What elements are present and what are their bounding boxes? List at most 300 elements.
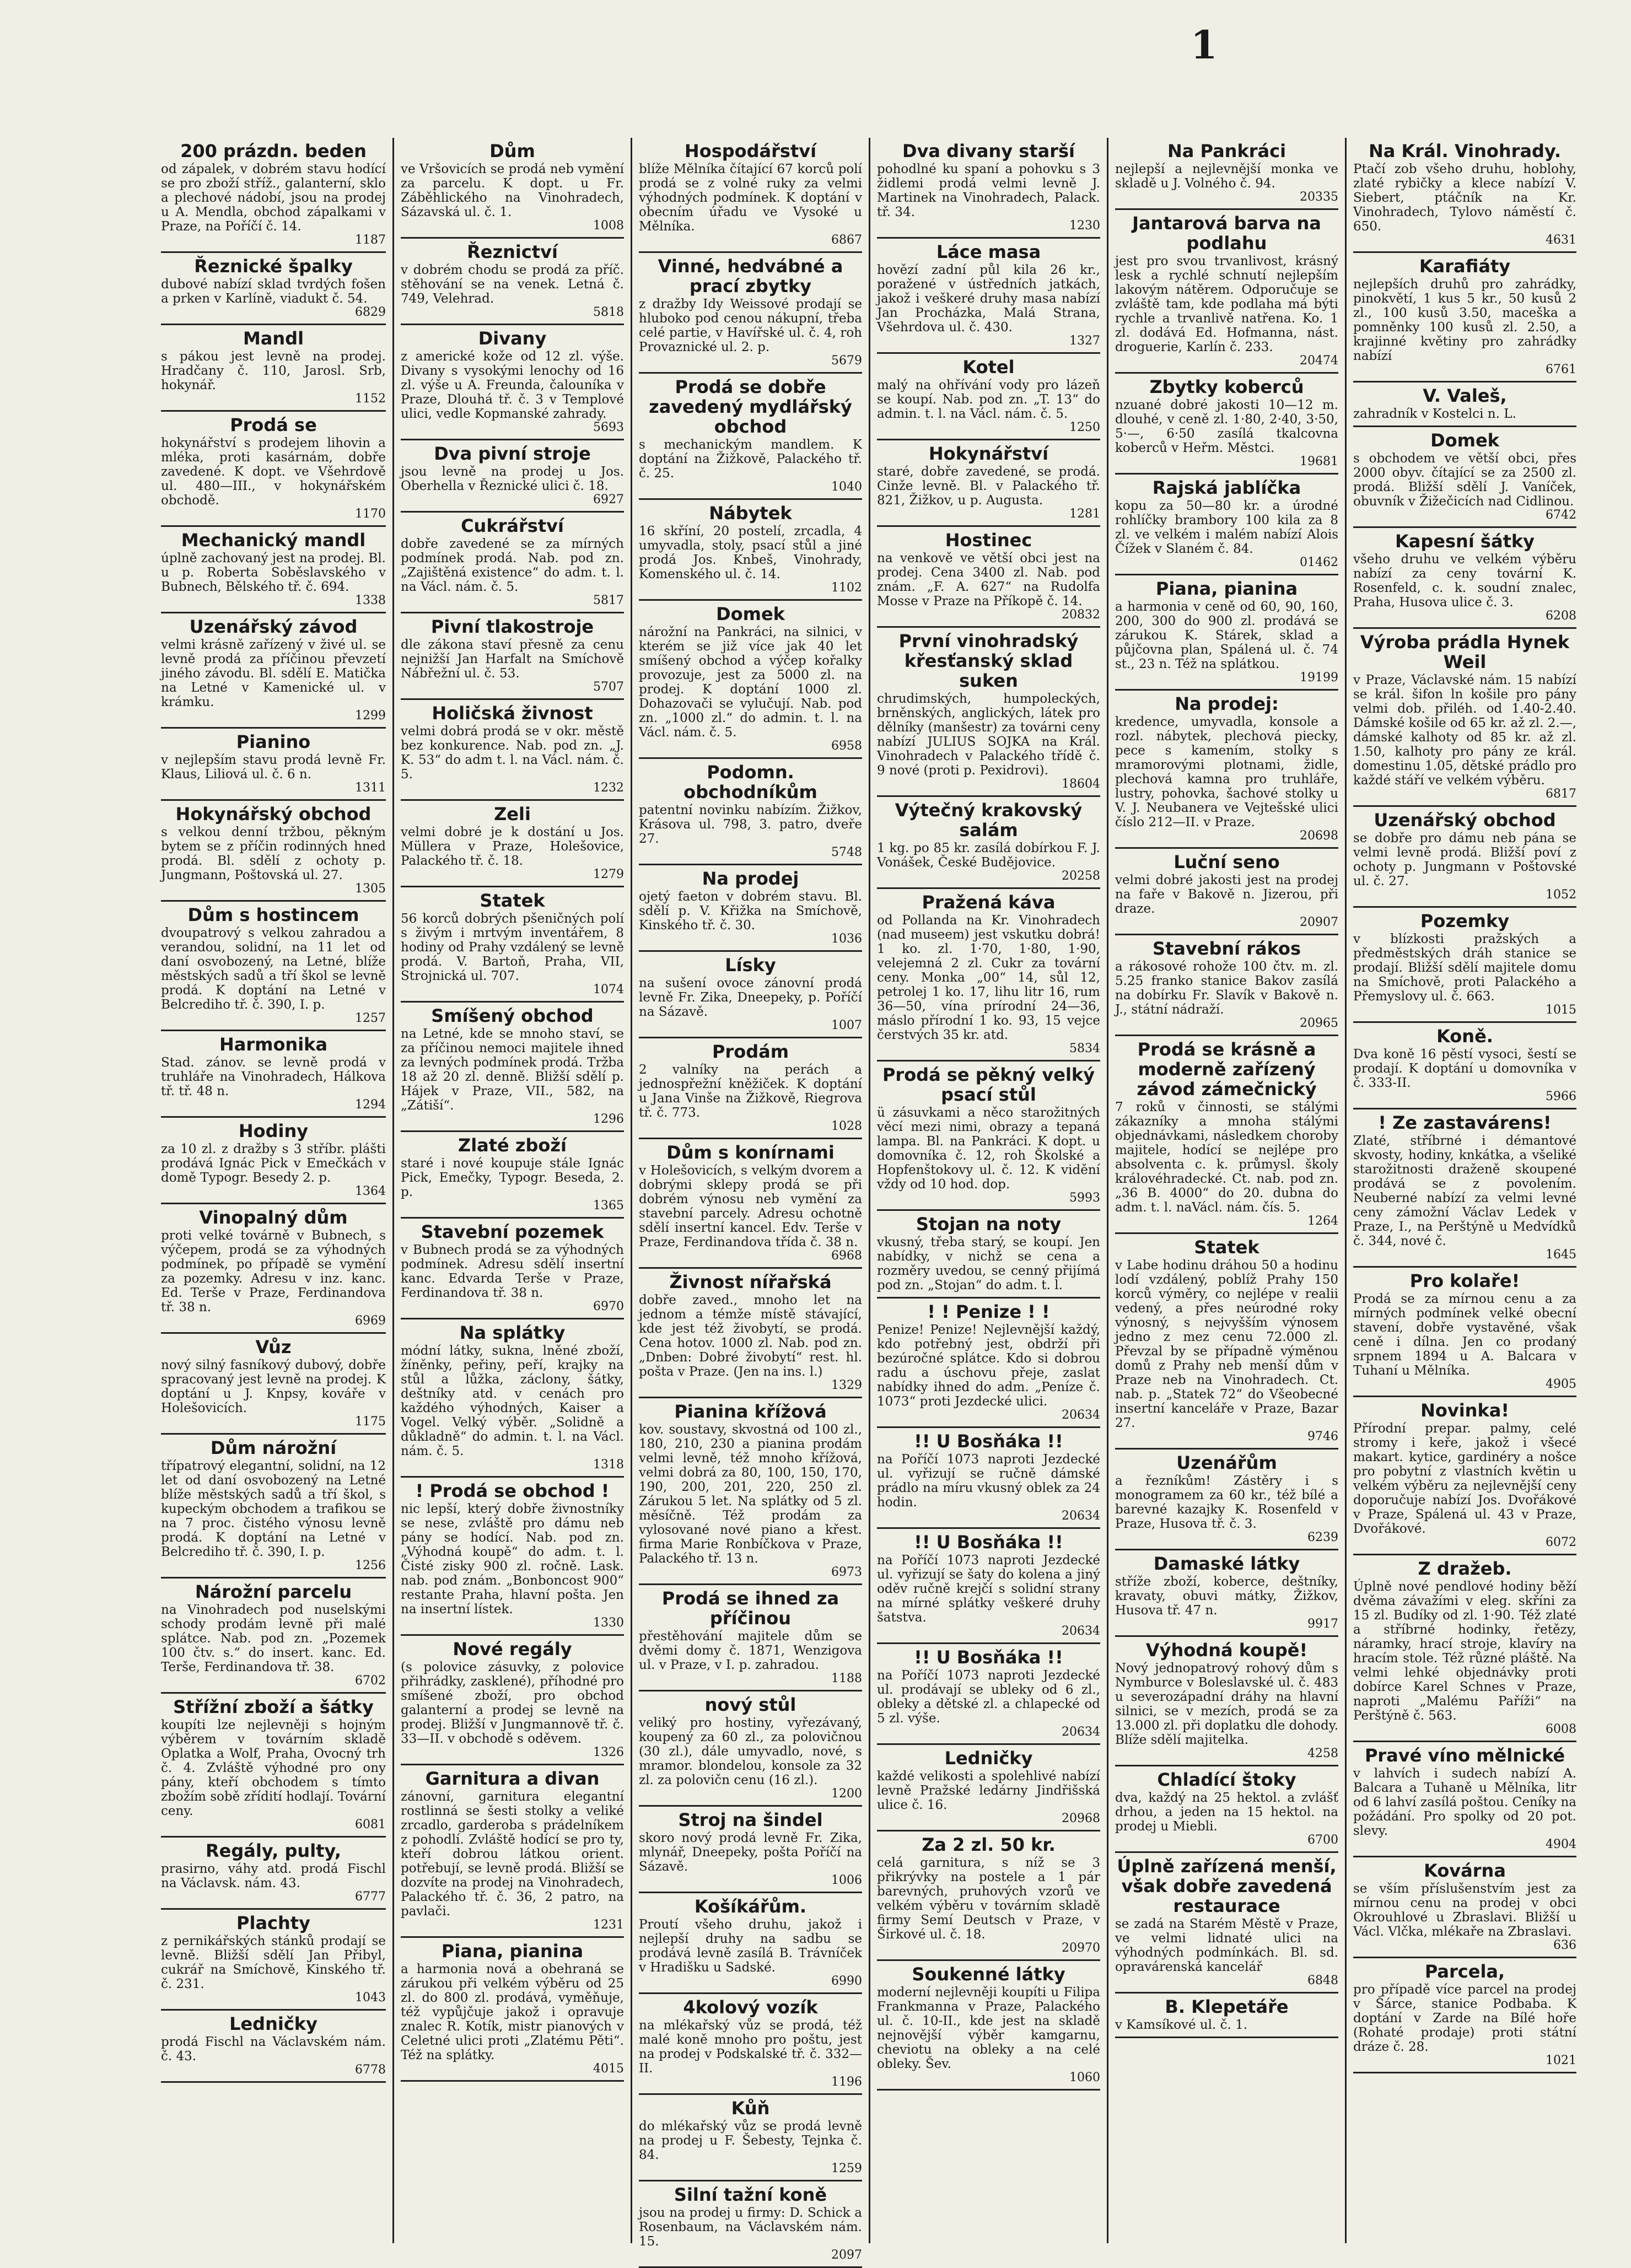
classified-ad — [161, 1694, 386, 1838]
ad-title: Regály, pulty, — [206, 1840, 341, 1861]
ad-number: 1028 — [831, 1119, 862, 1133]
ad-number: 5818 — [593, 305, 624, 319]
ad-number: 1102 — [831, 581, 862, 595]
classified-ad — [877, 1644, 1100, 1745]
classified-ad — [1353, 1023, 1576, 1109]
ad-body: Stad. zánov. se levně prodá v truhláře na Vinohradech, Hálkova tř. tř. 48 n. — [161, 1055, 386, 1098]
ad-title: Uzenářům — [1176, 1452, 1277, 1473]
ad-title: Parcela, — [1424, 1961, 1505, 1982]
ad-title: Stavební rákos — [1152, 938, 1301, 959]
ad-body: kov. soustavy, skvostná od 100 zl., 180, 210, 230 a pianina prodám velmi levně, též mnoho křížová, velmi dobrá za 80, 100, 150, 170, 190, 200, 201, 220, 250 zl. Zárukou 5 let. Na splátky od 5 zl. měsíčně. Též prodám za vylosované nové piano a křest. firma Marie Ronbíčkova v Praze, Palackého tř. 13 n. — [639, 1423, 862, 1566]
ad-body: pohodlné ku spaní a pohovku s 3 židlemi prodá velmi levně J. Martinek na Vinohradech, Palack. tř. 34. — [877, 162, 1100, 219]
ad-title: ! ! Penize ! ! — [927, 1301, 1050, 1322]
ad-title: Z dražeb. — [1418, 1558, 1512, 1579]
ad-title: Na prodej — [702, 868, 799, 889]
classified-ad — [1353, 1742, 1576, 1857]
ad-title: Na prodej: — [1175, 693, 1279, 714]
ad-number: 636 — [1553, 1938, 1576, 1952]
ad-title: Zbytky koberců — [1149, 376, 1304, 397]
ad-number: 4904 — [1546, 1838, 1576, 1851]
ad-number: 1200 — [831, 1787, 862, 1801]
ad-title: Zeli — [494, 804, 531, 825]
ad-number: 20968 — [1062, 1812, 1100, 1825]
column-1 — [154, 138, 392, 2243]
ad-body: s pákou jest levně na prodej. Hradčany č. 110, Jarosl. Srb, hokynář. — [161, 349, 386, 392]
classified-ad — [1353, 1857, 1576, 1958]
ad-body: úplně zachovaný jest na prodej. Bl. u p. Roberta Soběslavského v Bubnech, Bělského tř. č. 694. — [161, 551, 386, 594]
classified-ad — [1115, 1637, 1338, 1766]
classified-ad — [639, 1585, 862, 1691]
ad-number: 1318 — [593, 1458, 624, 1472]
ad-body: s obchodem ve větší obci, přes 2000 obyv. čítající se za 2500 zl. prodá. Bližší sdělí J. Vaníček, obuvník v Žižečicích nad Cidlinou. — [1353, 451, 1576, 509]
ad-body: se dobře pro dámu neb pána se velmi levně prodá. Bližší poví z ochoty p. Jungmann v Poštovské ul. č. 27. — [1353, 831, 1576, 888]
classified-ad — [1115, 1450, 1338, 1550]
ad-number: 4905 — [1546, 1377, 1576, 1391]
ad-number: 20474 — [1300, 354, 1338, 368]
ad-body: prodá Fischl na Václavském nám. č. 43. — [161, 2035, 386, 2064]
classified-ad — [401, 613, 624, 700]
classified-ad — [161, 1031, 386, 1118]
ad-body: staré, dobře zavedené, se prodá. Cinže levně. Bl. v Palackého tř. 821, Žižkov, u p. Augusta. — [877, 465, 1100, 508]
ad-title: Vinné, hedvábné a prací zbytky — [658, 256, 843, 297]
ad-body: hovězí zadní půl kila 26 kr., poražené v ústředních jatkách, jakož i veškeré druhy masa nabízí Jan Procházka, Malá Strana, Všehrdova ul. č. 430. — [877, 263, 1100, 335]
ad-body: a harmonia v ceně od 60, 90, 160, 200, 300 do 900 zl. prodává se zárukou K. Stárek, sklad a půjčovna plan, Spálená ul. č. 74 st., 23 n. Též na splátkou. — [1115, 600, 1338, 671]
ad-title: Divany — [478, 328, 547, 349]
ad-title: Prodá se dobře zavedený mydlářský obchod — [649, 376, 852, 437]
classified-ad — [1353, 1958, 1576, 2073]
ad-body: 56 korců dobrých pšeničných polí s živým i mrtvým inventářem, 8 hodiny od Prahy vzdálený se levně prodá. V. Bartoň, Praha, VII, Strojnická ul. 707. — [401, 912, 624, 983]
ad-number: 1043 — [355, 1991, 386, 2005]
ad-title: Dva divany starší — [902, 141, 1075, 161]
ad-number: 1311 — [355, 781, 386, 795]
ad-number: 6968 — [831, 1249, 862, 1263]
ad-body: velmi krásně zařízený v živé ul. se levně prodá za příčinou převzetí jiného závodu. Bl. sdělí E. Matička na Letné v Kamenické ul. v krámku. — [161, 638, 386, 709]
ad-body: se vším příslušenstvím jest za mírnou cenu na prodej v obci Okrouhlové u Zbraslavi. Bližší u Václ. Vlčka, mlékaře na Zbraslavi. — [1353, 1882, 1576, 1939]
classified-ad — [639, 138, 862, 253]
classified-ad — [877, 1529, 1100, 1644]
ad-title: Nové regály — [453, 1639, 572, 1660]
ad-title: Prodá se krásně a moderně zařízený závod zámečnický — [1137, 1039, 1317, 1100]
ad-body: hokynářství s prodejem lihovin a mléka, proti kasárnám, dobře zavedené. K dopt. ve Všehrdově ul. 480—III., v hokynářském obchodě. — [161, 436, 386, 508]
classified-ad — [161, 527, 386, 613]
classified-ad — [1115, 1994, 1338, 2038]
ad-title: B. Klepetáře — [1165, 1996, 1289, 2017]
ad-body: nzuané dobré jakosti 10—12 m. dlouhé, v ceně zl. 1·80, 2·40, 3·50, 5·—, 6·50 zasílá tkalcovna koberců v Heřm. Městci. — [1115, 398, 1338, 455]
ad-body: a řezníkům! Zástěry i s monogramem za 60 kr., též bílé a barevné kazajky K. Rosenfeld v Praze, Husova tř. č. 3. — [1115, 1474, 1338, 1531]
ad-number: 20634 — [1062, 1624, 1100, 1638]
ad-title: Pražená káva — [922, 892, 1056, 913]
ad-title: Úplně zařízená menší, však dobře zavedená restaurace — [1117, 1856, 1337, 1916]
ad-body: velmi dobré jakosti jest na prodej na faře v Bakově n. Jizerou, při draze. — [1115, 873, 1338, 916]
classified-ad — [1115, 210, 1338, 374]
ad-number: 20970 — [1062, 1941, 1100, 1955]
classified-ad — [161, 1435, 386, 1579]
ad-title: Cukrářství — [461, 515, 564, 536]
ad-number: 5679 — [831, 354, 862, 368]
ad-number: 1329 — [831, 1378, 862, 1392]
ad-title: !! U Bosňáka !! — [914, 1431, 1063, 1452]
ad-number: 1264 — [1307, 1214, 1338, 1228]
classified-ad — [877, 1428, 1100, 1529]
ad-body: velmi dobré je k dostání u Jos. Müllera v Praze, Holešovice, Palackého tř. č. 18. — [401, 825, 624, 868]
classified-ad — [401, 700, 624, 801]
ad-number: 6848 — [1307, 1974, 1338, 1987]
classified-ad — [1115, 475, 1338, 575]
ad-body: koupíti lze nejlevněji s hojným výběrem v továrním skladě Oplatka a Wolf, Praha, Ovocný trh č. 4. Zvláště výhodné pro ony pány, kteří obchodem s tímto zbožím sobě zřídití hodlají. Tovární ceny. — [161, 1718, 386, 1818]
ad-body: moderní nejlevněji koupíti u Filipa Frankmanna v Praze, Palackého ul. č. 10-II., kde jest na skladě nejnovější výběr kamgarnu, cheviotu na obleky a na celé obleky. Šev. — [877, 1985, 1100, 2071]
ad-title: Rajská jablíčka — [1152, 477, 1301, 498]
ad-title: Prodám — [712, 1041, 789, 1062]
ad-body: chrudimských, humpoleckých, brněnských, anglických, látek pro dělníky (manšestr) za továrni ceny nabízí JULIUS SOJKA na Král. Vinohradech v Palackého třídě č. 9 nové (proti p. Pexidrovi). — [877, 692, 1100, 778]
ad-body: v Kamsíkové ul. č. 1. — [1115, 2018, 1248, 2032]
ad-title: Pianina křížová — [674, 1401, 827, 1422]
ad-body: za 10 zl. z dražby s 3 stříbr. plášti prodává Ignác Pick v Emečkách v domě Typogr. Besedy 2. p. — [161, 1142, 386, 1185]
ad-body: z americké kože od 12 zl. výše. Divany s vysokými lenochy od 16 zl. výše u A. Freunda, čalouníka v Praze, Dlouhá tř. č. 3 v Templové ulici, vedle Kopmanské zahrady. — [401, 349, 624, 421]
ad-number: 6867 — [831, 233, 862, 247]
ad-number: 20965 — [1300, 1016, 1338, 1030]
ad-title: Hodiny — [238, 1120, 309, 1141]
ad-body: vkusný, třeba starý, se koupí. Jen nabídky, v nichž se cena a rozměry uvedou, se cenný přijímá pod zn. „Stojan“ do adm. t. l. — [877, 1235, 1100, 1292]
classified-ad — [639, 1807, 862, 1893]
ad-title: Domek — [716, 604, 785, 624]
ad-title: Ledničky — [944, 1748, 1033, 1769]
ad-body: kopu za 50—80 kr. a úrodné rohlíčky brambory 100 kila za 8 zl. ve velkém i malém nabízí Alois Čížek v Slaném č. 84. — [1115, 499, 1338, 556]
ad-title: Uzenářský obchod — [1374, 810, 1556, 831]
ad-title: Statek — [1194, 1237, 1259, 1258]
ad-body: staré i nové koupuje stále Ignác Pick, Emečky, Typogr. Beseda, 2. p. — [401, 1156, 624, 1199]
ad-number: 2097 — [831, 2248, 862, 2262]
classified-ad — [639, 1994, 862, 2095]
column-3 — [631, 138, 869, 2262]
classified-ad — [1115, 691, 1338, 849]
ad-body: jsou levně na prodej u Jos. Oberhella v Řeznické ulici č. 18. — [401, 465, 624, 493]
ad-title: Koně. — [1436, 1026, 1493, 1047]
ad-body: na Poříčí 1073 naproti Jezdecké ul. vyřizují se ručně dámské prádlo na míru vkusný oblek za 24 hodin. — [877, 1452, 1100, 1510]
ad-title: 200 prázdn. beden — [180, 141, 367, 161]
classified-ad — [639, 374, 862, 500]
column-4 — [869, 138, 1107, 2243]
ad-body: dva, každý na 25 hektol. a zvlášť drhou, a jeden na 15 hektol. na prodej u Miebli. — [1115, 1791, 1338, 1834]
classified-ad — [161, 1838, 386, 1910]
ad-body: skoro nový prodá levně Fr. Zika, mlynář, Dneepeky, pošta Poříčí na Sázavě. — [639, 1831, 862, 1874]
classified-ad — [161, 729, 386, 801]
ad-number: 6927 — [593, 493, 624, 507]
ad-number: 6761 — [1546, 363, 1576, 376]
ad-body: jest pro svou trvanlivost, krásný lesk a rychlé schnutí nejlepším lakovým nátěrem. Odporučuje se zvláště tam, kde podlaha má býti rychle a trvanlivě natřena. Ko. 1 zl. dodává Ed. Hofmanna, nást. droguerie, Karlín č. 233. — [1115, 254, 1338, 354]
ad-number: 9917 — [1307, 1617, 1338, 1631]
classified-ad — [639, 759, 862, 865]
ad-number: 1187 — [355, 233, 386, 247]
classified-ad — [401, 1132, 624, 1219]
ad-number: 20634 — [1062, 1725, 1100, 1739]
ad-title: Pianino — [236, 731, 311, 752]
ad-number: 1230 — [1069, 219, 1100, 233]
classified-ad — [161, 902, 386, 1031]
ad-title: Plachty — [236, 1913, 310, 1933]
ad-title: Chladící štoky — [1157, 1769, 1296, 1790]
ad-number: 6239 — [1307, 1531, 1338, 1544]
classified-ad — [877, 239, 1100, 354]
ad-body: ojetý faeton v dobrém stavu. Bl. sdělí p. V. Křižka na Smíchově, Kinského tř. č. 30. — [639, 890, 862, 933]
ad-body: nic lepší, který dobře živnostníky se nese, zvláště pro dámu neb pány se hodící. Nab. pod zn. „Výhodná koupě“ do adm. t. l. Čisté zisky 900 zl. ročně. Lask. nab. pod znám. „Bonboncost 900“ restante Praha, hlavní pošta. Jen na insertní lístek. — [401, 1502, 624, 1617]
ad-body: 16 skříní, 20 postelí, zrcadla, 4 umyvadla, stoly, psací stůl a jiné prodá Jos. Knbeš, Vinohrady, Komenského ul. č. 14. — [639, 524, 862, 581]
ad-number: 6208 — [1546, 609, 1576, 623]
ad-number: 5693 — [593, 421, 624, 434]
column-6 — [1345, 138, 1583, 2243]
classified-ad — [401, 138, 624, 239]
classified-ad — [1353, 528, 1576, 629]
ad-title: Pravé víno mělnické — [1364, 1745, 1565, 1766]
ad-body: 7 roků v činnosti, se stálými zákazníky a mnoha stálými objednávkami, následkem choroby majitele, hodící se nejlépe pro absolventa c. k. průmysl. školy královéhradecké. Ct. nab. pod zn. „36 B. 4000“ do 20. dubna do adm. t. l. naVácl. nám. čís. 5. — [1115, 1100, 1338, 1215]
ad-title: V. Valeš, — [1423, 385, 1507, 406]
ad-body: Penize! Penize! Nejlevnější každý, kdo potřebný jest, obdrží při bezúročné splátce. Kdo si dobrou radu a úschovu přeje, zaslat nabídky ihned do adm. „Peníze č. 1073“ proti Jezdecké ulici. — [877, 1323, 1100, 1409]
ad-title: Kůň — [731, 2098, 770, 2119]
ad-title: Zlaté zboží — [457, 1135, 567, 1156]
ad-number: 6081 — [355, 1818, 386, 1831]
ad-title: 4kolový vozík — [683, 1997, 818, 2018]
classified-ad — [639, 1269, 862, 1398]
ad-number: 1279 — [593, 868, 624, 881]
ad-title: ! Prodá se obchod ! — [415, 1480, 610, 1501]
classified-ad — [877, 1745, 1100, 1831]
ad-title: Na Pankráci — [1167, 141, 1287, 161]
ad-body: s mechanickým mandlem. K doptání na Žižkově, Palackého tř. č. 25. — [639, 438, 862, 481]
ad-number: 6970 — [593, 1300, 624, 1313]
ad-number: 6958 — [831, 739, 862, 753]
classified-ad — [161, 1118, 386, 1204]
ad-number: 6072 — [1546, 1536, 1576, 1549]
ad-title: Holičská živnost — [432, 703, 593, 724]
ad-body: každé velikosti a spolehlivé nabízí levně Pražské ledárny Jindřišská ulice č. 16. — [877, 1769, 1100, 1812]
classified-ad — [877, 1961, 1100, 2091]
ad-title: Láce masa — [936, 241, 1041, 262]
ad-body: v Labe hodinu dráhou 50 a hodinu lodí vzdálený, poblíž Prahy 150 korců výměry, co nejlépe v realii vedený, a přes neúrodné roky výnosný, s nejvyšším výnosem jedno z mez cenu 72.000 zl. Převzal by se případně výměnou domů z Prahy neb menší dům v Praze neb na Vinohradech. Ct. nab. p. „Statek 72“ do Všeobecné insertní kanceláře v Praze, Bazar 27. — [1115, 1258, 1338, 1430]
ad-body: ü zásuvkami a něco starožitných věcí mezi nimi, obrazy a tepaná lampa. Bl. na Pankráci. K dopt. u domovníka č. 12, roh Školské a Hopfenštokovy ul. č. 12. K vidění vždy od 10 hod. dop. — [877, 1106, 1100, 1192]
ad-body: a rákosové rohože 100 čtv. m. zl. 5.25 franko stanice Bakov zasílá na dobírku Fr. Slavík v Bakově n. J., státní nádraží. — [1115, 960, 1338, 1017]
ad-body: na Poříčí 1073 naproti Jezdecké ul. vyřizují se šaty do kolena a jiný oděv ručně krejčí s solidní strany na mírné splátky veškeré druhy šatstva. — [877, 1553, 1100, 1625]
ad-number: 20832 — [1062, 608, 1100, 622]
ad-number: 1364 — [355, 1184, 386, 1198]
classified-ad — [161, 2011, 386, 2083]
ad-title: Řeznické špalky — [194, 256, 353, 277]
classified-ad — [161, 1579, 386, 1694]
ad-body: v Holešovicích, s velkým dvorem a dobrými sklepy prodá se při dobrém výnosu neb vymění za stavební parcely. Adresu ochotně sdělí insertní kancel. Edv. Terše v Praze, Ferdinandova třída č. 38 n. — [639, 1163, 862, 1249]
classified-ad — [1353, 427, 1576, 528]
ad-title: Soukenné látky — [912, 1964, 1065, 1985]
classified-ad — [161, 801, 386, 902]
ad-body: Prodá se za mírnou cenu a za mírných podmínek velké obecní stavení, dobře vystavěné, však ceně i dílna. Jen co prodaný srpnem 1894 u A. Balcara v Tuhaní u Mělníka. — [1353, 1292, 1576, 1378]
ad-title: !! U Bosňáka !! — [914, 1532, 1063, 1553]
classified-ad — [1115, 1766, 1338, 1853]
ad-title: Hokynářství — [928, 443, 1049, 464]
classified-ad — [401, 801, 624, 887]
ad-number: 6778 — [355, 2063, 386, 2077]
ad-number: 1015 — [1546, 1003, 1576, 1017]
classified-ad — [161, 613, 386, 729]
ad-number: 1645 — [1546, 1248, 1576, 1262]
classified-ad — [877, 1062, 1100, 1211]
ad-title: Vůz — [255, 1337, 292, 1357]
ad-number: 1006 — [831, 1873, 862, 1887]
classified-ad — [639, 1893, 862, 1994]
ad-body: prasirno, váhy atd. prodá Fischl na Václavsk. nám. 43. — [161, 1862, 386, 1890]
ad-number: 1074 — [593, 983, 624, 996]
ad-number: 1281 — [1069, 507, 1100, 521]
ad-number: 1036 — [831, 932, 862, 946]
ad-title: Piana, pianina — [441, 1941, 584, 1962]
ad-body: v Praze, Václavské nám. 15 nabízí se král. šifon ln košile pro pány velmi dob. přiléh. od 1.40-2.40. Dámské košile od 65 kr. až zl. 2.—, dámské kalhoty od 85 kr. až zl. 1.50, kalhoty pro pány ze král. domestinu 1.05, dětské prádlo pro každé stáří ve velkém výběru. — [1353, 673, 1576, 788]
ad-body: v blízkosti pražských a předměstských dráh stanice se prodají. Bližší sdělí majitele domu na Smíchově, proti Palackého a Přemyslovy ul. č. 663. — [1353, 932, 1576, 1004]
ad-number: 4015 — [593, 2062, 624, 2076]
classified-ad — [1115, 575, 1338, 691]
ad-body: celá garnitura, s níž se 3 přikrývky na postele a 1 pár barevných, pruhových vzorů ve velkém výběru v továrním skladě firmy Semí Deutsch v Praze, v Širkové ul. č. 18. — [877, 1856, 1100, 1942]
ad-body: Přírodní prepar. palmy, celé stromy i keře, jakož i všecé makart. kytice, gardinéry a nošce pro pobytní z vlastních květin u velkém výběru za nejlevnější ceny doporučuje nabízí Jos. Dvořákové v Praze, Spálená ul. 43 v Praze, Dvořákové. — [1353, 1421, 1576, 1536]
ad-title: Kovárna — [1424, 1860, 1506, 1881]
ad-body: s velkou denní tržbou, pěkným bytem se z příčin rodinných hned prodá. Bl. sdělí z ochoty p. Jungmann, Poštovská ul. 27. — [161, 825, 386, 882]
ad-number: 5993 — [1069, 1191, 1100, 1205]
ad-title: Dva pivní stroje — [434, 443, 591, 464]
classified-ad — [401, 440, 624, 513]
classified-ad — [1115, 935, 1338, 1036]
ad-title: Kapesní šátky — [1395, 531, 1535, 552]
ad-title: Živnost nířařská — [669, 1272, 832, 1292]
ad-number: 1196 — [831, 2075, 862, 2089]
ad-body: přestěhování majitele dům se dvěmi domy č. 1871, Wenzigova ul. v Praze, v I. p. zahradou. — [639, 1629, 862, 1672]
classified-ad — [639, 1398, 862, 1585]
ad-title: Novinka! — [1420, 1400, 1509, 1421]
ad-body: od zápalek, v dobrém stavu hodící se pro zboží stříž., galanterní, sklo a plechové nádobí, jsou na prodej u A. Mendla, obchod zápalkami v Praze, na Poříčí č. 14. — [161, 162, 386, 234]
classified-ad — [1115, 138, 1338, 210]
ad-body: ve Vršovicích se prodá neb vymění za parcelu. K dopt. u Fr. Záběhlického na Vinohradech, Sázavská ul. č. 1. — [401, 162, 624, 219]
classified-ad — [877, 628, 1100, 797]
ad-number: 5748 — [831, 845, 862, 859]
classified-ad — [1353, 1109, 1576, 1268]
ad-number: 1232 — [593, 781, 624, 795]
corner-mark: 1 — [1191, 22, 1218, 68]
classified-ad — [639, 865, 862, 952]
ad-number: 20335 — [1300, 190, 1338, 204]
classified-ad — [877, 440, 1100, 527]
classified-ad — [639, 1038, 862, 1139]
ad-body: třípatrový elegantní, solidní, na 12 let od daní osvobozený na Letné blíže městských sadů a tří škol, s kupeckým obchodem a trafikou se na 7 proc. čistého výnosu levně prodá. K doptání na Letné v Belcrediho tř. č. 390, I. p. — [161, 1459, 386, 1559]
ad-number: 6702 — [355, 1674, 386, 1688]
classified-ad — [401, 1319, 624, 1478]
classified-ad — [639, 2181, 862, 2268]
ad-body: na Letné, kde se mnoho staví, se za příčinou nemoci majitele ihned za levných podmínek prodá. Tržba 18 až 20 zl. denně. Bližší sdělí p. Hájek v Praze, VII., 582, na „Zátiší“. — [401, 1027, 624, 1113]
ad-body: na mlékařský vůz se prodá, též malé koně mnoho pro poštu, jest na prodej v Podskalské tř. č. 332—II. — [639, 2018, 862, 2076]
ad-title: Smíšený obchod — [431, 1005, 594, 1026]
classified-ad — [401, 1003, 624, 1132]
ad-number: 6777 — [355, 1890, 386, 1904]
classified-ad — [161, 412, 386, 527]
ad-body: z pernikářských stánků prodají se levně. Bližší sdělí Jan Přibyl, cukrář na Smíchově, Kinského tř. č. 231. — [161, 1934, 386, 1991]
classified-ad — [401, 1938, 624, 2082]
ad-body: dobře zavedené se za mírných podmínek prodá. Nab. pod zn. „Zajištěná existence“ do adm. t. l. na Václ. nám. č. 5. — [401, 537, 624, 594]
classified-ad — [401, 513, 624, 613]
ad-title: Silní tažní koně — [674, 2184, 827, 2205]
ad-number: 6829 — [355, 305, 386, 319]
ad-body: blíže Mělníka čítající 67 korců polí prodá se z volné ruky za velmi výhodných podmínek. K doptání v obecním úřadu ve Vysoké u Mělníka. — [639, 162, 862, 234]
ad-number: 5966 — [1546, 1090, 1576, 1103]
ad-number: 6700 — [1307, 1833, 1338, 1847]
ad-number: 1152 — [355, 392, 386, 406]
ad-number: 20258 — [1062, 869, 1100, 883]
classified-ad — [401, 887, 624, 1003]
ad-body: na sušení ovoce zánovní prodá levně Fr. Zika, Dneepeky, p. Poříčí na Sázavě. — [639, 976, 862, 1019]
ad-body: a harmonia nová a obehraná se zárukou při velkém výběru od 25 zl. do 800 zl. prodává, vyměňuje, též vypůjčuje jakož i opravuje znalec R. Kotík, mistr pianových v Celetné ulici proti „Zlatému Pěti“. Též na splátky. — [401, 1962, 624, 2062]
classified-ad — [1353, 1397, 1576, 1555]
classified-ad — [877, 354, 1100, 440]
ad-number: 6817 — [1546, 787, 1576, 801]
ad-body: dubové nabízí sklad tvrdých fošen a prken v Karlíně, viadukt č. 54. — [161, 277, 386, 306]
ad-title: První vinohradský křesťanský sklad suken — [898, 631, 1079, 691]
classified-ad — [639, 601, 862, 759]
ad-body: stříže zboží, koberce, deštníky, kravaty, obuvi mátky, Žižkov, Husova tř. 47 n. — [1115, 1575, 1338, 1618]
ad-number: 1008 — [593, 219, 624, 233]
ad-number: 1330 — [593, 1616, 624, 1630]
classified-ad — [877, 797, 1100, 889]
column-2 — [392, 138, 631, 2243]
ad-title: Výhodná koupě! — [1145, 1640, 1308, 1661]
ad-body: velmi dobrá prodá se v okr. městě bez konkurence. Nab. pod zn. „J. K. 53“ do adm t. l. na Václ. nám. č. 5. — [401, 724, 624, 782]
classified-ad — [877, 1299, 1100, 1428]
ad-body: nejlepší a nejlevnější monka ve skladě u J. Volného č. 94. — [1115, 162, 1338, 191]
ad-title: Garnitura a divan — [425, 1768, 600, 1789]
ad-title: Nárožní parcelu — [195, 1581, 352, 1602]
ad-title: Statek — [480, 890, 545, 911]
ad-title: Nábytek — [709, 503, 792, 524]
ad-body: pro případě více parcel na prodej v Šárce, stanice Podbaba. K doptání v Zarde na Bílé hoře (Rohaté prodaje) proti státní dráze č. 28. — [1353, 1983, 1576, 2054]
classified-ad — [877, 889, 1100, 1062]
classified-ad — [639, 500, 862, 601]
ad-number: 1170 — [355, 507, 386, 521]
ad-number: 01462 — [1300, 556, 1338, 569]
ad-number: 1327 — [1069, 334, 1100, 348]
ad-body: kredence, umyvadla, konsole a rozl. nábytek, plechová piecky, pece s kamením, stolky s mramorovými plotnami, židle, plechová kamna pro truhláře, lustry, pohovka, šachové stolky u V. J. Neubanera ve Vejtešské ulici číslo 212—II. v Praze. — [1115, 715, 1338, 829]
ad-body: Ptačí zob všeho druhu, hoblohy, zlaté rybičky a klece nabízí V. Siebert, ptáčník na Kr. Vinohradech, Tylovo náměstí č. 650. — [1353, 162, 1576, 234]
ad-number: 1299 — [355, 709, 386, 723]
ad-body: dvoupatrový s velkou zahradou a verandou, solidní, na 11 let od daní osvobozený, na Letné, blíže městských sadů a tří škol se levně prodá. K doptání na Letné v Belcrediho tř. č. 390, I. p. — [161, 926, 386, 1012]
classified-ad — [1115, 1036, 1338, 1234]
ad-title: Kotel — [962, 357, 1015, 378]
ad-title: Dům nárožní — [210, 1437, 337, 1458]
ad-title: Karafiáty — [1419, 256, 1511, 277]
ad-title: Pro kolaře! — [1409, 1270, 1520, 1291]
ad-title: Pozemky — [1420, 911, 1510, 931]
ad-title: Řeznictví — [467, 241, 558, 262]
ad-number: 1365 — [593, 1199, 624, 1213]
ad-body: v dobrém chodu se prodá za příč. stěhování se na venek. Letná č. 749, Velehrad. — [401, 263, 624, 306]
ad-number: 1294 — [355, 1098, 386, 1112]
ad-title: Uzenářský závod — [189, 616, 358, 637]
classified-ad — [877, 527, 1100, 628]
ad-number: 1231 — [593, 1918, 624, 1932]
classified-ad — [1353, 253, 1576, 383]
classified-ad — [161, 1204, 386, 1334]
ad-body: na venkově ve větší obci jest na prodej. Cena 3400 zl. Nab. pod znám. „F. A. 627“ na Rudolfa Mosse v Praze na Příkopě č. 14. — [877, 551, 1100, 608]
ad-number: 5817 — [593, 594, 624, 607]
ad-title: Piana, pianina — [1155, 578, 1298, 599]
ad-title: nový stůl — [704, 1694, 796, 1715]
ad-body: Úplně nové pendlové hodiny běží dvěma závažími v eleg. skříni za 15 zl. Budíky od zl. 1·90. Též zlaté a stříbrné hodinky, řetězy, náramky, hrací stroje, klavíry na hracím stole. Též různé pláště. Na velmi lehké objednávky proti dobírce Karel Schnes v Praze, naproti „Malému Paříži“ na Perštýně č. 563. — [1353, 1580, 1576, 1723]
ad-body: malý na ohřívání vody pro lázeň se koupí. Nab. pod zn. „T. 13“ do admin. t. l. na Václ. nám. č. 5. — [877, 378, 1100, 421]
ad-title: Hospodářství — [684, 141, 817, 161]
classified-ad — [639, 952, 862, 1038]
ad-number: 1250 — [1069, 421, 1100, 434]
classified-ad — [639, 1139, 862, 1269]
ad-body: v lahvích i sudech nabízí A. Balcara a Tuhaně u Mělníka, litr od 6 lahví zasílá poštou. Ceníky na požádání. Pro spolky od 20 pot. slevy. — [1353, 1766, 1576, 1838]
classified-ad — [161, 253, 386, 325]
